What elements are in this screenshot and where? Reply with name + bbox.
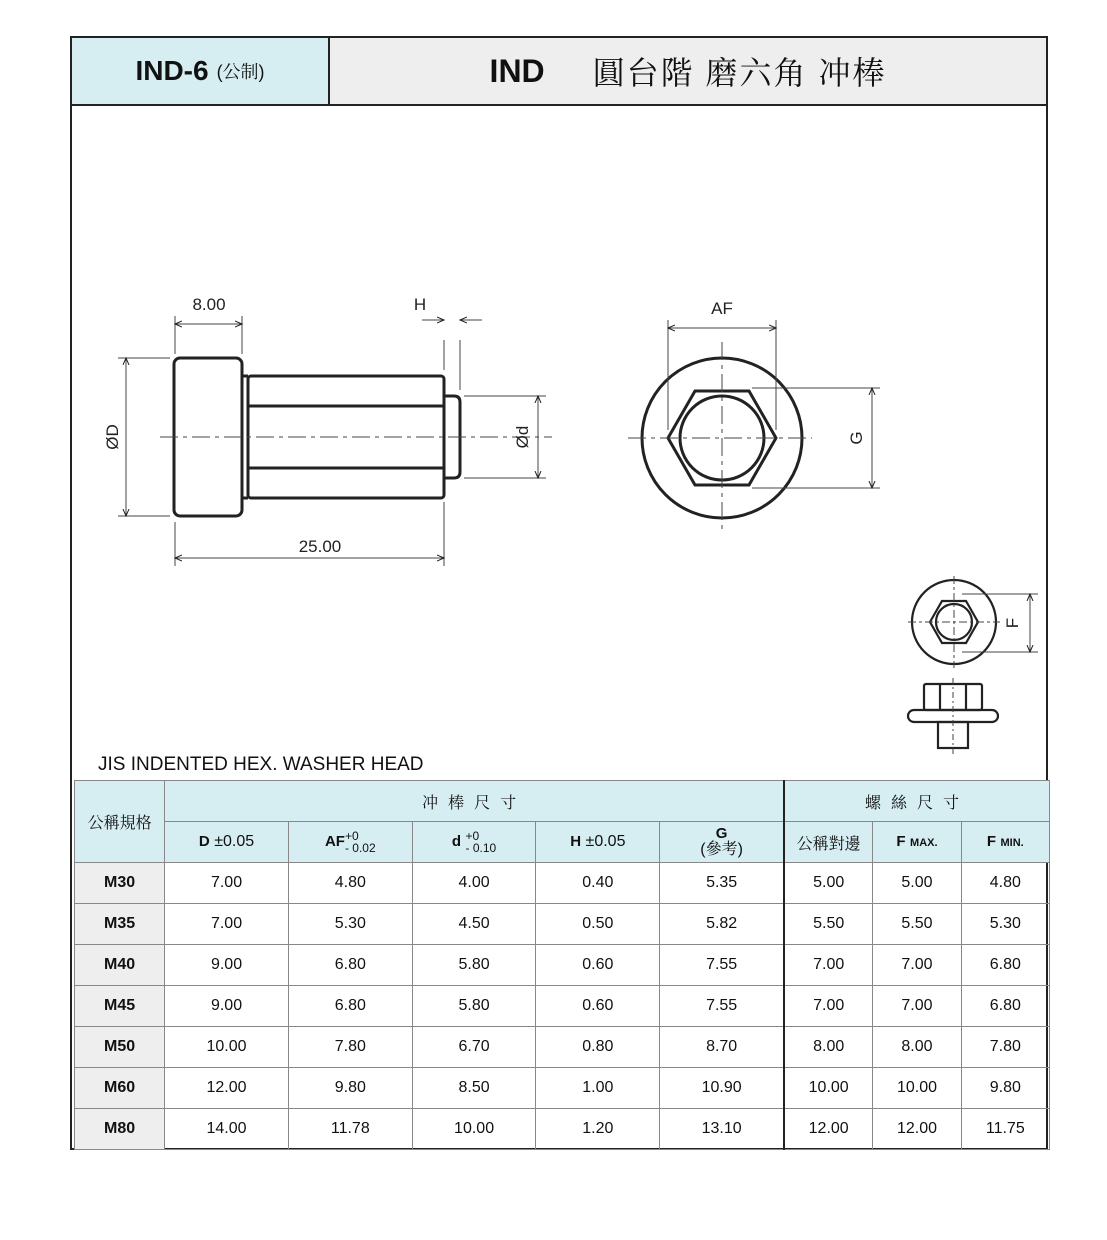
cell-H: 1.20 xyxy=(536,1109,660,1150)
cell-nom: 7.00 xyxy=(784,986,873,1027)
cell-G: 5.82 xyxy=(660,904,784,945)
dimension-table xyxy=(74,780,1050,1150)
f-label: F xyxy=(1003,617,1022,629)
col-F-min: F MIN. xyxy=(961,822,1049,863)
af-label: AF xyxy=(711,299,733,318)
row-size-label: M50 xyxy=(75,1027,165,1068)
cell-fmax: 5.00 xyxy=(873,863,961,904)
cell-AF: 9.80 xyxy=(288,1068,412,1109)
cell-fmax: 12.00 xyxy=(873,1109,961,1150)
cell-G: 7.55 xyxy=(660,945,784,986)
row-size-label: M45 xyxy=(75,986,165,1027)
col-nominal-af: 公稱對邊 xyxy=(784,822,873,863)
spec-sheet xyxy=(70,36,1048,1150)
cell-fmin: 9.80 xyxy=(961,1068,1049,1109)
cell-fmax: 5.50 xyxy=(873,904,961,945)
cell-G: 10.90 xyxy=(660,1068,784,1109)
cell-nom: 10.00 xyxy=(784,1068,873,1109)
table-row xyxy=(75,863,1050,904)
head-length-dimension: 8.00 xyxy=(192,295,226,314)
table-row xyxy=(75,1109,1050,1150)
cell-G: 5.35 xyxy=(660,863,784,904)
cell-d: 5.80 xyxy=(412,986,536,1027)
row-size-label: M80 xyxy=(75,1109,165,1150)
cell-fmax: 7.00 xyxy=(873,945,961,986)
cell-fmax: 10.00 xyxy=(873,1068,961,1109)
table-row xyxy=(75,945,1050,986)
cell-H: 0.60 xyxy=(536,945,660,986)
group-screw-dimensions: 螺絲尺寸 xyxy=(784,781,1049,822)
col-D: D ±0.05 xyxy=(165,822,289,863)
cell-fmin: 6.80 xyxy=(961,986,1049,1027)
table-row xyxy=(75,904,1050,945)
cell-d: 8.50 xyxy=(412,1068,536,1109)
cell-fmin: 11.75 xyxy=(961,1109,1049,1150)
cell-AF: 7.80 xyxy=(288,1027,412,1068)
table-group-header xyxy=(75,781,1050,822)
cell-fmin: 4.80 xyxy=(961,863,1049,904)
inner-diameter-label: Ød xyxy=(513,425,532,449)
cell-d: 10.00 xyxy=(412,1109,536,1150)
cell-AF: 6.80 xyxy=(288,986,412,1027)
row-size-label: M35 xyxy=(75,904,165,945)
cell-AF: 6.80 xyxy=(288,945,412,986)
outer-diameter-label: ØD xyxy=(103,424,122,450)
title-bar xyxy=(72,38,1046,106)
col-F-max: F MAX. xyxy=(873,822,961,863)
row-size-label: M30 xyxy=(75,863,165,904)
cell-D: 9.00 xyxy=(165,986,289,1027)
product-code-sub: (公制) xyxy=(216,62,265,82)
table-row xyxy=(75,1027,1050,1068)
col-G: G (參考) xyxy=(660,822,784,863)
total-length-dimension: 25.00 xyxy=(298,537,342,556)
col-AF: AF+0 - 0.02 xyxy=(288,822,412,863)
cell-H: 0.80 xyxy=(536,1027,660,1068)
table-subtitle: JIS INDENTED HEX. WASHER HEAD xyxy=(98,754,424,775)
cell-D: 14.00 xyxy=(165,1109,289,1150)
cell-D: 12.00 xyxy=(165,1068,289,1109)
cell-AF: 11.78 xyxy=(288,1109,412,1150)
cell-nom: 8.00 xyxy=(784,1027,873,1068)
cell-D: 10.00 xyxy=(165,1027,289,1068)
cell-d: 6.70 xyxy=(412,1027,536,1068)
cell-nom: 12.00 xyxy=(784,1109,873,1150)
cell-G: 7.55 xyxy=(660,986,784,1027)
cell-fmax: 7.00 xyxy=(873,986,961,1027)
col-nominal-size: 公稱規格 xyxy=(75,781,165,863)
table-row xyxy=(75,1068,1050,1109)
cell-d: 4.00 xyxy=(412,863,536,904)
cell-fmin: 6.80 xyxy=(961,945,1049,986)
row-size-label: M60 xyxy=(75,1068,165,1109)
product-title-cell xyxy=(330,38,1046,104)
cell-AF: 5.30 xyxy=(288,904,412,945)
cell-H: 0.40 xyxy=(536,863,660,904)
h-label: H xyxy=(413,295,427,314)
cell-G: 13.10 xyxy=(660,1109,784,1150)
cell-D: 7.00 xyxy=(165,904,289,945)
cell-G: 8.70 xyxy=(660,1027,784,1068)
cell-H: 0.50 xyxy=(536,904,660,945)
group-punch-dimensions: 冲棒尺寸 xyxy=(165,781,784,822)
product-code-cell xyxy=(72,38,330,104)
cell-AF: 4.80 xyxy=(288,863,412,904)
cell-nom: 7.00 xyxy=(784,945,873,986)
product-title-main: IND xyxy=(489,52,545,89)
technical-drawing xyxy=(72,104,1046,764)
product-title-sub: 圓台階 磨六角 冲棒 xyxy=(592,55,887,91)
screw-side-view xyxy=(908,678,998,754)
row-size-label: M40 xyxy=(75,945,165,986)
table-row xyxy=(75,986,1050,1027)
col-d: d +0 - 0.10 xyxy=(412,822,536,863)
cell-H: 0.60 xyxy=(536,986,660,1027)
cell-nom: 5.00 xyxy=(784,863,873,904)
cell-fmin: 5.30 xyxy=(961,904,1049,945)
cell-fmin: 7.80 xyxy=(961,1027,1049,1068)
cell-nom: 5.50 xyxy=(784,904,873,945)
cell-D: 9.00 xyxy=(165,945,289,986)
table-column-header xyxy=(75,822,1050,863)
cell-d: 4.50 xyxy=(412,904,536,945)
col-H: H ±0.05 xyxy=(536,822,660,863)
cell-d: 5.80 xyxy=(412,945,536,986)
product-code: IND-6 xyxy=(135,55,209,86)
g-label: G xyxy=(847,431,866,445)
cell-fmax: 8.00 xyxy=(873,1027,961,1068)
cell-H: 1.00 xyxy=(536,1068,660,1109)
cell-D: 7.00 xyxy=(165,863,289,904)
